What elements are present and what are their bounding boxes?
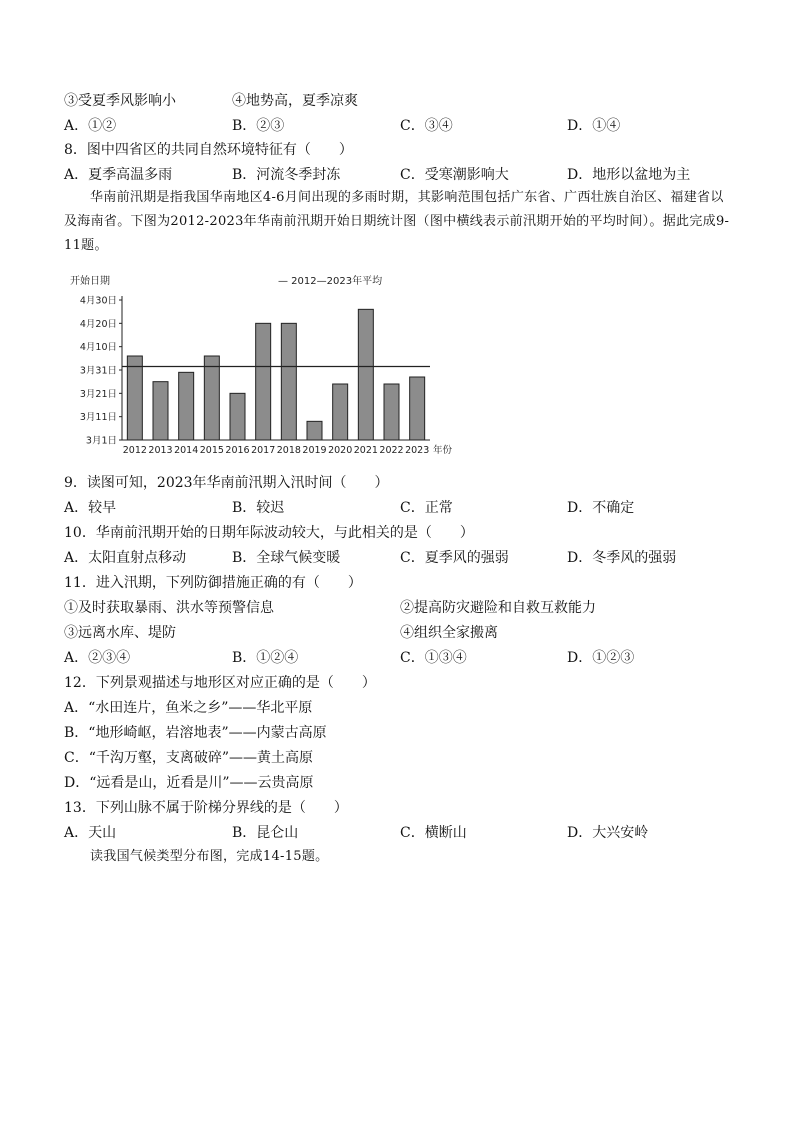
q7-item-4: ④地势高，夏季凉爽 (232, 93, 358, 109)
q11-stem: 11．进入汛期，下列防御措施正确的有（ ） (64, 575, 362, 591)
q8-option-a: A．夏季高温多雨 (64, 167, 173, 183)
x-tick-label: 2023 (405, 445, 430, 456)
q7-item-3: ③受夏季风影响小 (64, 93, 176, 109)
q11-option-a: A．②③④ (64, 650, 131, 666)
bar (384, 384, 399, 440)
q7-option-b: B．②③ (232, 118, 285, 134)
bar (281, 323, 296, 440)
q8-option-d: D．地形以盆地为主 (567, 167, 691, 183)
intro-14-15: 读我国气候类型分布图，完成14-15题。 (90, 849, 329, 864)
q8-option-b: B．河流冬季封冻 (232, 167, 341, 183)
bar (127, 356, 142, 440)
y-tick-label: 3月31日 (79, 365, 117, 377)
x-tick-label: 2016 (225, 445, 250, 456)
y-axis-label: 开始日期 (70, 276, 110, 287)
q13-stem: 13．下列山脉不属于阶梯分界线的是（ ） (64, 800, 348, 816)
q12-option-d: D．“远看是山，近看是川”——云贵高原 (64, 775, 314, 791)
q11-option-d: D．①②③ (567, 650, 635, 666)
y-tick-label: 4月10日 (79, 342, 117, 354)
y-tick-label: 4月20日 (79, 318, 117, 330)
flood-start-date-chart (66, 270, 466, 465)
x-tick-label: 2020 (328, 445, 353, 456)
x-tick-label: 2013 (148, 445, 173, 456)
bar (333, 384, 348, 440)
y-tick-label: 3月1日 (85, 435, 117, 447)
q11-item-1: ①及时获取暴雨、洪水等预警信息 (64, 600, 274, 616)
q12-option-b: B．“地形崎岖，岩溶地表”——内蒙古高原 (64, 725, 327, 741)
q9-option-c: C．正常 (400, 500, 453, 516)
q11-item-3: ③远离水库、堤防 (64, 625, 176, 641)
q11-option-c: C．①③④ (400, 650, 467, 666)
y-tick-label: 3月21日 (79, 388, 117, 400)
q10-option-d: D．冬季风的强弱 (567, 550, 677, 566)
q9-option-a: A．较早 (64, 500, 117, 516)
x-tick-label: 2015 (199, 445, 224, 456)
q7-option-c: C．③④ (400, 118, 453, 134)
bar (410, 377, 425, 440)
q13-option-a: A．天山 (64, 825, 117, 841)
q11-option-b: B．①②④ (232, 650, 299, 666)
y-tick-label: 3月11日 (79, 412, 117, 424)
q12-option-a: A．“水田连片，鱼米之乡”——华北平原 (64, 700, 313, 716)
q13-option-b: B．昆仑山 (232, 825, 299, 841)
x-tick-label: 2021 (353, 445, 378, 456)
bar (358, 309, 373, 440)
q10-stem: 10．华南前汛期开始的日期年际波动较大，与此相关的是（ ） (64, 525, 474, 541)
q7-option-a: A．①② (64, 118, 117, 134)
q9-stem: 9．读图可知，2023年华南前汛期入汛时间（ ） (64, 475, 389, 491)
q8-stem: 8．图中四省区的共同自然环境特征有（ ） (64, 142, 353, 158)
bar (179, 372, 194, 440)
q9-option-b: B．较迟 (232, 500, 285, 516)
y-tick-label: 4月30日 (79, 295, 117, 307)
q13-option-d: D．大兴安岭 (567, 825, 649, 841)
x-tick-label: 2012 (122, 445, 147, 456)
bar (230, 393, 245, 440)
q7-option-d: D．①④ (567, 118, 621, 134)
q12-stem: 12．下列景观描述与地形区对应正确的是（ ） (64, 675, 376, 691)
q9-option-d: D．不确定 (567, 500, 635, 516)
q10-option-a: A．太阳直射点移动 (64, 550, 187, 566)
legend-average: — 2012—2023年平均 (278, 276, 383, 287)
x-tick-label: 2014 (174, 445, 199, 456)
q12-option-c: C．“千沟万壑，支离破碎”——黄土高原 (64, 750, 314, 766)
q11-item-4: ④组织全家搬离 (400, 625, 498, 641)
q11-item-2: ②提高防灾避险和自救互救能力 (400, 600, 596, 616)
x-tick-label: 2018 (276, 445, 301, 456)
bar (153, 382, 168, 440)
bar (204, 356, 219, 440)
q8-option-c: C．受寒潮影响大 (400, 167, 509, 183)
q13-option-c: C．横断山 (400, 825, 467, 841)
x-tick-label: 2019 (302, 445, 327, 456)
x-axis-label: 年份 (433, 445, 453, 456)
intro-9-11: 华南前汛期是指我国华南地区4-6月间出现的多雨时期，其影响范围包括广东省、广西壮族自治区、福建省以及海南省。下图为2012-2023年华南前汛期开始日期统计图（图中横线表示前汛期开始的平均时间）。据此完成9-11题。 (64, 190, 730, 253)
q10-option-c: C．夏季风的强弱 (400, 550, 509, 566)
x-tick-label: 2017 (251, 445, 276, 456)
x-tick-label: 2022 (379, 445, 404, 456)
bar (307, 421, 322, 440)
bar (256, 323, 271, 440)
q10-option-b: B．全球气候变暖 (232, 550, 341, 566)
